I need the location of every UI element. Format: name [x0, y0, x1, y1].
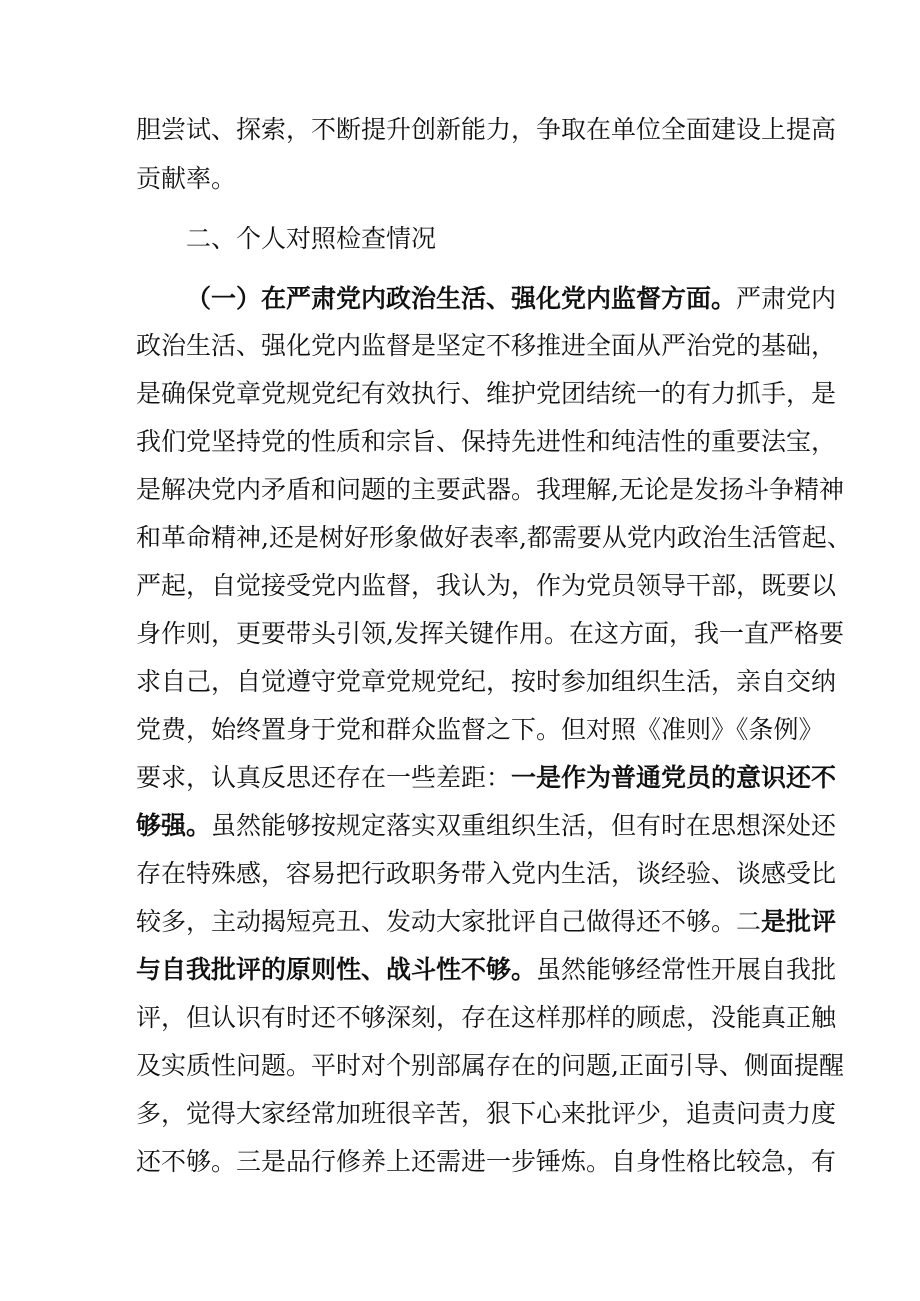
- subsection-first-line: [186, 275, 837, 323]
- bold-point-two-end: 与自我批评的原则性、战斗性不够。: [136, 955, 537, 984]
- paragraph-line: 求自己，自觉遵守党章党规党纪，按时参加组织生活，亲自交纳: [136, 667, 837, 696]
- paragraph-line: 我们党坚持党的性质和宗旨、保持先进性和纯洁性的重要法宝，: [136, 427, 837, 456]
- paragraph-line: 多，觉得大家经常加班很辛苦，狠下心来批评少，追责问责力度: [136, 1099, 837, 1128]
- paragraph-line: 是解决党内矛盾和问题的主要武器。我理解,无论是发扬斗争精神: [136, 475, 844, 504]
- paragraph-line: 严起，自觉接受党内监督，我认为，作为党员领导干部，既要以: [136, 571, 837, 600]
- subsection-title: （一）在严肃党内政治生活、强化党内监督方面。: [186, 284, 737, 313]
- paragraph-line: [136, 898, 837, 946]
- paragraph-line: [136, 802, 837, 850]
- paragraph-line: 政治生活、强化党内监督是坚定不移推进全面从严治党的基础，: [136, 331, 837, 360]
- bold-point-one-end: 够强。: [136, 811, 212, 840]
- paragraph-line: 是确保党章党规党纪有效执行、维护党团结统一的有力抓手，是: [136, 379, 837, 408]
- paragraph-line: [136, 754, 837, 802]
- paragraph-line: 存在特殊感，容易把行政职务带入党内生活，谈经验、谈感受比: [136, 859, 837, 888]
- section-heading: 二、个人对照检查情况: [186, 224, 437, 253]
- paragraph-line: 胆尝试、探索，不断提升创新能力，争取在单位全面建设上提高: [136, 115, 837, 144]
- paragraph-line: 还不够。三是品行修养上还需进一步锤炼。自身性格比较急，有: [136, 1147, 837, 1176]
- line-text: 要求，认真反思还存在一些差距：: [136, 763, 512, 792]
- paragraph-line: 身作则，更要带头引领,发挥关键作用。在这方面，我一直严格要: [136, 619, 844, 648]
- subsection-lead-text: 严肃党内: [736, 284, 837, 313]
- bold-point-one: 一是作为普通党员的意识还不: [511, 763, 837, 792]
- line-text: 虽然能够按规定落实双重组织生活，但有时在思想深处还: [211, 811, 837, 840]
- paragraph-line: [136, 946, 837, 994]
- paragraph-line: 评，但认识有时还不够深刻，存在这样那样的顾虑，没能真正触: [136, 1003, 837, 1032]
- paragraph-line: 和革命精神,还是树好形象做好表率,都需要从党内政治生活管起、: [136, 523, 852, 552]
- paragraph-line: 及实质性问题。平时对个别部属存在的问题,正面引导、侧面提醒: [136, 1051, 844, 1080]
- line-text: 虽然能够经常性开展自我批: [536, 955, 837, 984]
- paragraph-line: 党费，始终置身于党和群众监督之下。但对照《准则》《条例》: [136, 715, 824, 744]
- line-text: 较多，主动揭短亮丑、发动大家批评自己做得还不够。二: [136, 907, 762, 936]
- bold-point-two: 是批评: [761, 907, 837, 936]
- paragraph-line: 贡献率。: [136, 164, 237, 193]
